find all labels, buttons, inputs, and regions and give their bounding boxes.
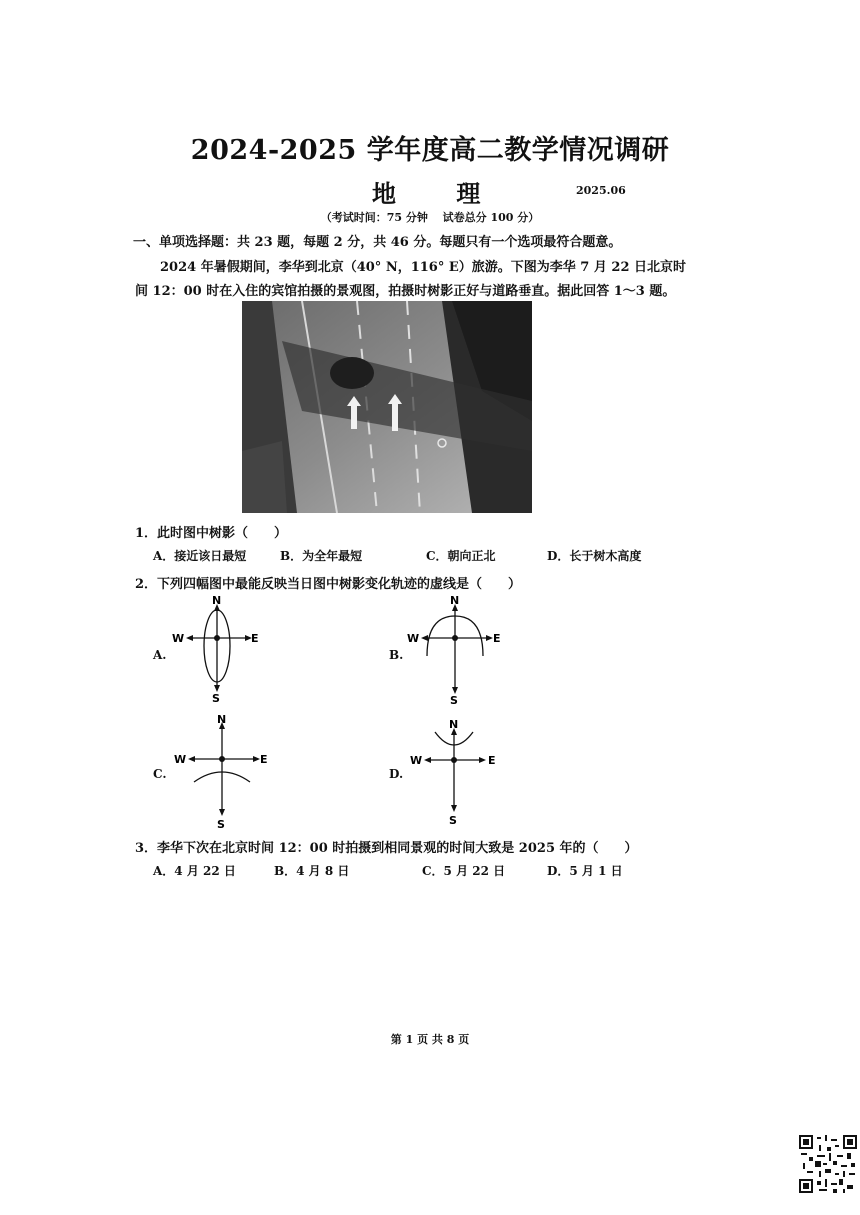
diagram-c-s: S: [217, 818, 225, 831]
diagram-c-w: W: [174, 753, 187, 766]
q1-option-a: A．接近该日最短: [153, 549, 247, 563]
diagram-d-n: N: [449, 718, 459, 731]
q3-option-d: D．5 月 1 日: [547, 864, 623, 878]
diagram-d-w: W: [410, 754, 423, 767]
page-footer: 第 1 页 共 8 页: [390, 1033, 470, 1046]
diagram-a-w: W: [172, 632, 185, 645]
q2-option-a-label: A.: [153, 648, 167, 662]
diagram-c: [170, 712, 280, 832]
q1-option-b: B．为全年最短: [280, 549, 363, 563]
diagram-b: [405, 596, 515, 706]
street-photo: [242, 301, 532, 513]
diagram-b-n: N: [450, 596, 460, 607]
diagram-d-e: E: [488, 754, 496, 767]
exam-date: 2025.06: [576, 184, 626, 197]
qr-code-icon: [799, 1135, 857, 1193]
question-3-stem: 3．李华下次在北京时间 12：00 时拍摄到相同景观的时间大致是 2025 年的（ ）: [135, 841, 638, 856]
q2-option-c-label: C.: [153, 767, 167, 781]
diagram-a-s: S: [212, 692, 220, 705]
q1-option-c: C．朝向正北: [426, 549, 496, 563]
exam-info: （考试时间：75 分钟 试卷总分 100 分）: [320, 211, 540, 224]
diagram-c-n: N: [217, 713, 227, 726]
q2-option-b-label: B.: [389, 648, 404, 662]
question-1-stem: 1．此时图中树影（ ）: [135, 526, 288, 541]
section-heading: 一、单项选择题：共 23 题，每题 2 分，共 46 分。每题只有一个选项最符合题意。: [133, 235, 622, 250]
passage-line-1: 2024 年暑假期间，李华到北京（40° N，116° E）旅游。下图为李华 7 月 22 日北京时: [160, 260, 687, 275]
q3-option-a: A．4 月 22 日: [153, 864, 236, 878]
q3-option-c: C．5 月 22 日: [422, 864, 506, 878]
diagram-b-s: S: [450, 694, 458, 706]
exam-title: 2024-2025 学年度高二教学情况调研: [190, 135, 670, 166]
diagram-b-w: W: [407, 632, 420, 645]
diagram-b-e: E: [493, 632, 501, 645]
q2-option-d-label: D.: [389, 767, 404, 781]
question-2-stem: 2．下列四幅图中最能反映当日图中树影变化轨迹的虚线是（ ）: [135, 577, 522, 592]
diagram-c-e: E: [260, 753, 268, 766]
q1-option-d: D．长于树木高度: [547, 549, 642, 563]
diagram-a-n: N: [212, 596, 222, 607]
diagram-d-s: S: [449, 814, 457, 827]
q3-option-b: B．4 月 8 日: [274, 864, 350, 878]
diagram-a: [170, 596, 270, 706]
diagram-a-e: E: [251, 632, 259, 645]
diagram-d: [408, 716, 508, 828]
subject-title: 地 理: [372, 179, 507, 208]
passage-line-2: 间 12：00 时在入住的宾馆拍摄的景观图，拍摄时树影正好与道路垂直。据此回答 1～3 题。: [135, 284, 676, 299]
